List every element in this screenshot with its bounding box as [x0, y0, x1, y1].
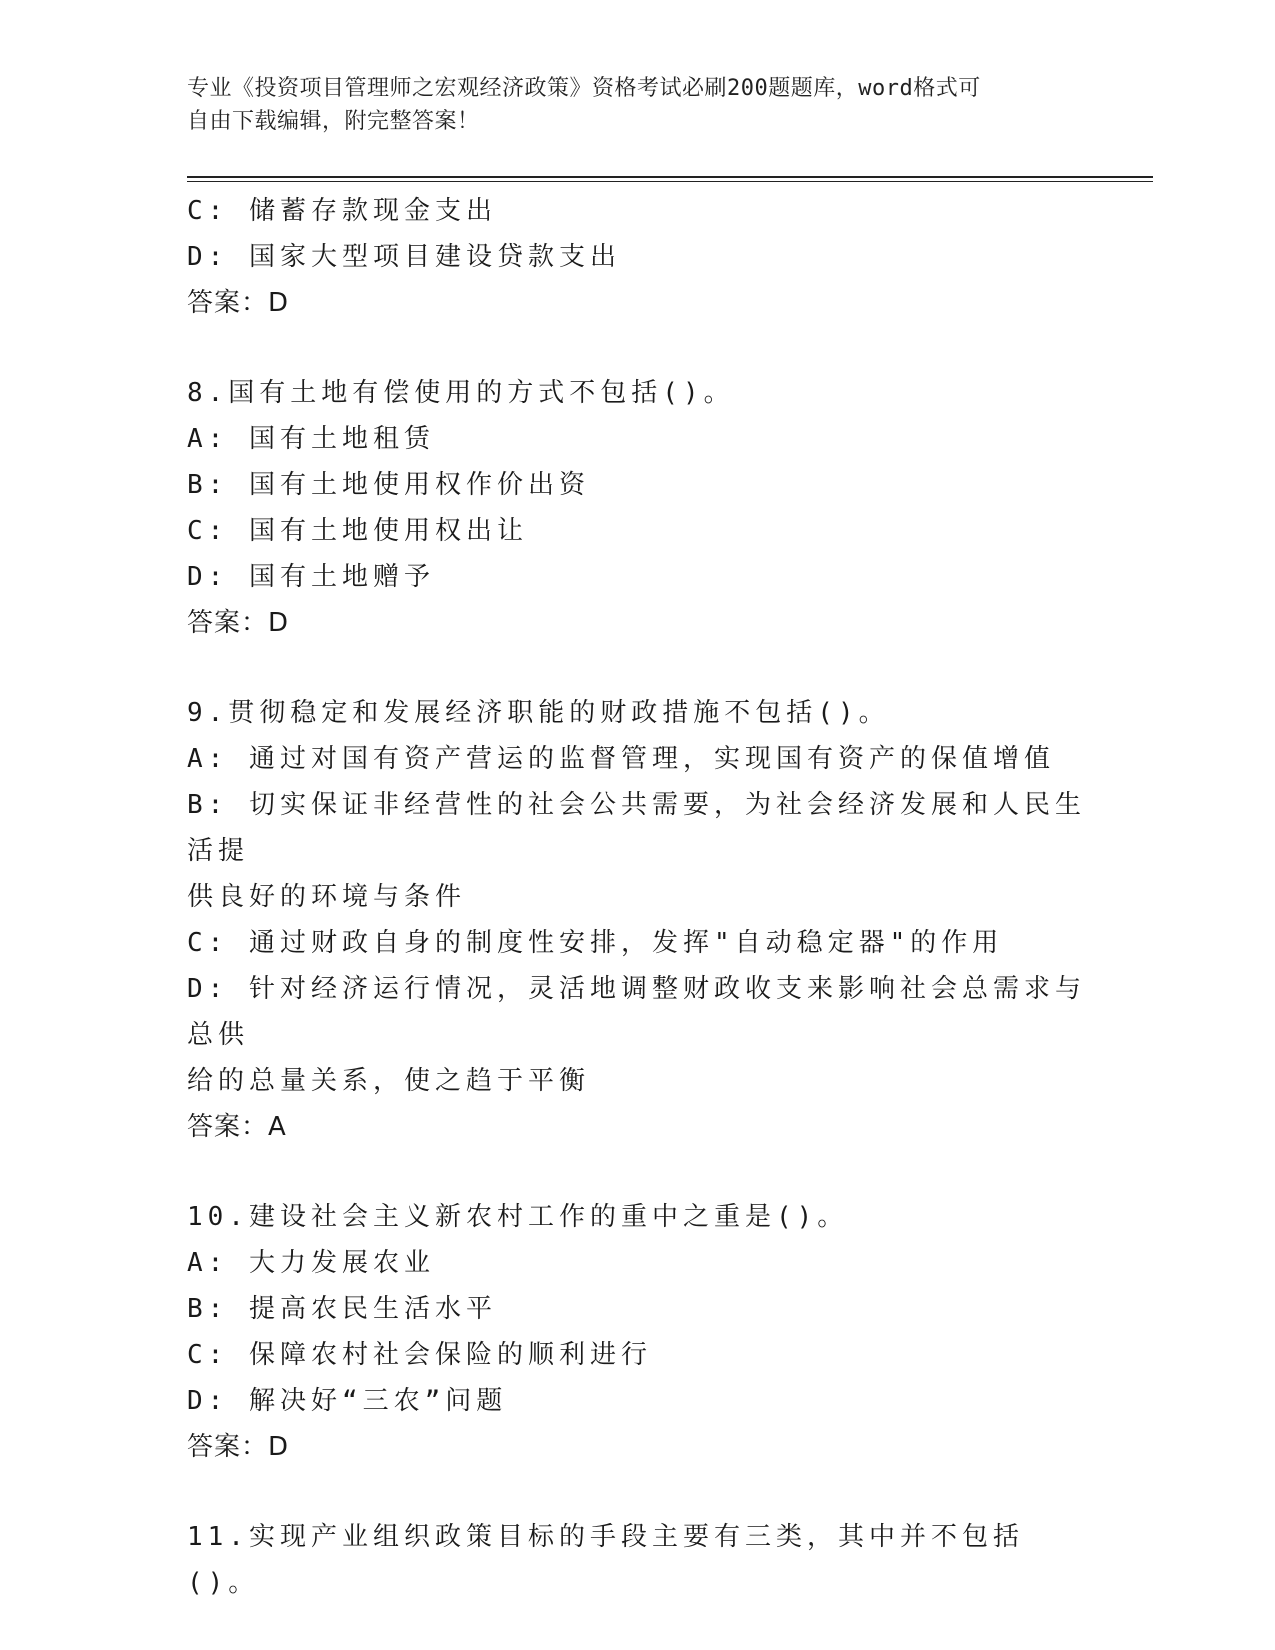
- q9-option-a: A: 通过对国有资产营运的监督管理，实现国有资产的保值增值: [187, 744, 1055, 774]
- question-8-block: [187, 370, 1087, 646]
- q7-answer: 答案：D: [187, 288, 290, 318]
- question-9-block: [187, 690, 1087, 1150]
- q9-question: 9.贯彻稳定和发展经济职能的财政措施不包括()。: [187, 698, 890, 728]
- question-10-block: [187, 1194, 1087, 1470]
- q7-option-d: D: 国家大型项目建设贷款支出: [187, 242, 621, 272]
- question-11-block: [187, 1514, 1087, 1606]
- q9-option-b-line-1: B: 切实保证非经营性的社会公共需要，为社会经济发展和人民生活提: [187, 790, 1086, 866]
- question-7-block: [187, 188, 1087, 326]
- document-header: [187, 72, 1067, 138]
- document-body: [187, 188, 1087, 1606]
- q7-option-c: C: 储蓄存款现金支出: [187, 196, 497, 226]
- q10-question: 10.建设社会主义新农村工作的重中之重是()。: [187, 1202, 849, 1232]
- q11-question: 11.实现产业组织政策目标的手段主要有三类，其中并不包括()。: [187, 1522, 1024, 1598]
- q8-option-a: A: 国有土地租赁: [187, 424, 435, 454]
- q10-option-a: A: 大力发展农业: [187, 1248, 435, 1278]
- q9-option-d-line-2: 给的总量关系，使之趋于平衡: [187, 1066, 591, 1096]
- q8-answer: 答案：D: [187, 608, 290, 638]
- header-line-1: 专业《投资项目管理师之宏观经济政策》资格考试必刷200题题库，word格式可: [187, 76, 981, 101]
- q10-option-b: B: 提高农民生活水平: [187, 1294, 497, 1324]
- q8-option-d: D: 国有土地赠予: [187, 562, 435, 592]
- q8-question: 8.国有土地有偿使用的方式不包括()。: [187, 378, 735, 408]
- q9-option-c: C: 通过财政自身的制度性安排，发挥"自动稳定器"的作用: [187, 928, 1004, 958]
- header-rule-thin: [187, 181, 1153, 182]
- q9-option-b-line-2: 供良好的环境与条件: [187, 882, 467, 912]
- q10-option-c: C: 保障农村社会保险的顺利进行: [187, 1340, 652, 1370]
- q8-option-b: B: 国有土地使用权作价出资: [187, 470, 590, 500]
- q10-option-d: D: 解决好“三农”问题: [187, 1386, 508, 1416]
- q8-option-c: C: 国有土地使用权出让: [187, 516, 528, 546]
- q9-answer: 答案：A: [187, 1112, 287, 1142]
- header-line-2: 自由下载编辑，附完整答案！: [187, 109, 480, 134]
- q9-option-d-line-1: D: 针对经济运行情况，灵活地调整财政收支来影响社会总需求与总供: [187, 974, 1086, 1050]
- q10-answer: 答案：D: [187, 1432, 290, 1462]
- header-rule-thick: [187, 176, 1153, 178]
